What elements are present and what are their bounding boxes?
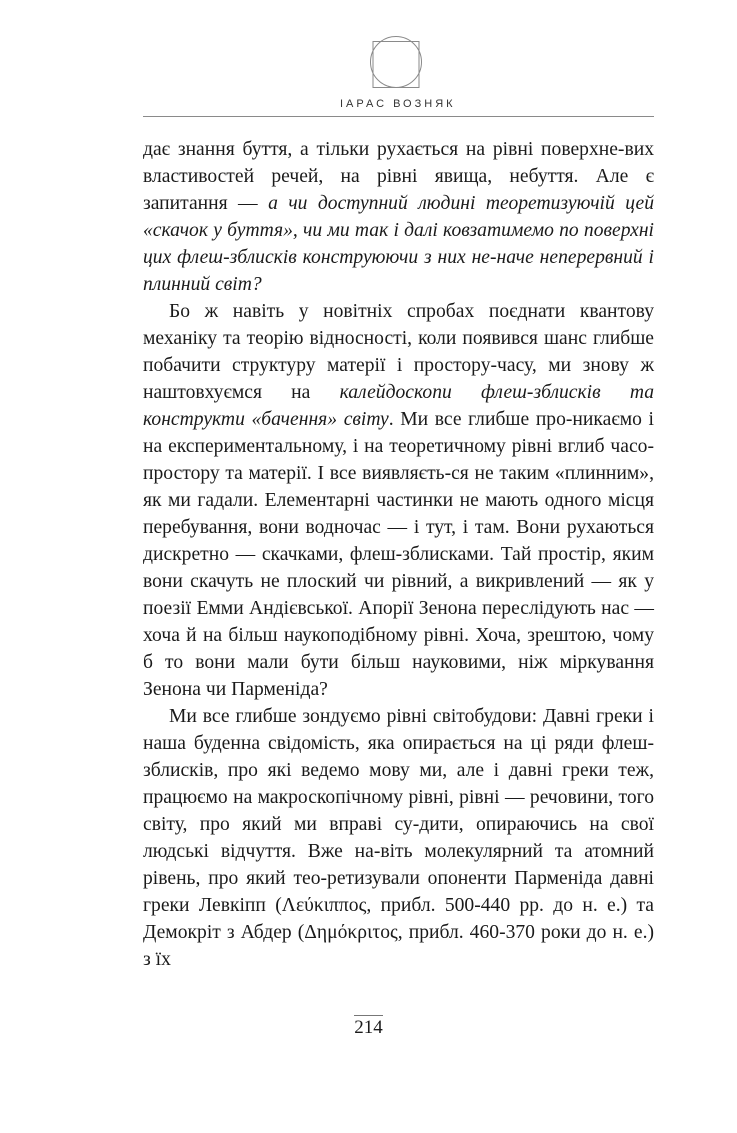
body-text (143, 136, 654, 973)
paragraph-italic-text: калейдоскопи флеш-зблисків та конструкти «бачення» світу (143, 382, 655, 430)
paragraph-italic-text: а чи доступний людині теоретизуючій цей «скачок у буття», чи ми так і далі ковзатимемо по поверхні цих флеш-зблисків конструюючи з них не-наче неперервний і плинний світ? (143, 193, 654, 295)
page-number: 214 (354, 1017, 383, 1038)
paragraph-text: Бо ж навіть у новітніх спробах поєднати квантову механіку та теорію відносності, коли появився шанс глибше побачити структуру матерії і простору-часу, ми знову ж наштовхуємся на (143, 301, 654, 403)
paragraph-text: . Ми все глибше про-никаємо і на експериментальному, і на теоретичному рівні вглиб часо-простору та матерії. І все виявляєть-ся не таким «плинним», як ми гадали. Елементарні частинки не мають одного місця перебування, вони водночас — і тут, і там. Вони рухаються дискретно — скачками, флеш-зблисками. Тай простір, яким вони скачуть не плоский чи рівний, а викривлений — як у поезії Емми Андієвської. Апорії Зенона переслідують нас — хоча й на більш наукоподібному рівні. Хоча, зрештою, чому б то вони мали бути більш науковими, ніж міркування Зенона чи Парменіда? (143, 409, 654, 700)
paragraph (143, 136, 654, 298)
paragraph-text: дає знання буття, а тільки рухається на рівні поверхне-вих властивостей речей, на рівні явища, небуття. Але є запитання — (143, 139, 654, 214)
paragraph (143, 703, 654, 973)
circle-square-logo-icon (369, 35, 423, 89)
header-rule (143, 116, 654, 117)
paragraph (143, 298, 654, 703)
page-number-container (0, 1017, 737, 1039)
paragraph-text: Ми все глибше зондуємо рівні світобудови: Давні греки і наша буденна свідомість, яка опирається на ці ряди флеш-зблисків, про які ведемо мову ми, але і давні греки теж, працюємо на макроскопічному рівні, рівні — речовини, того світу, про який ми вправі су-дити, опираючись на свої людські відчуття. Вже на-віть молекулярний та атомний рівень, про який тео-ретизували опоненти Парменіда давні греки Левкіпп (Λεύκιππος, прибл. 500-440 рр. до н. е.) та Демокріт з Абдер (Δημόκριτος, прибл. 460-370 роки до н. е.) з їх (143, 706, 654, 970)
running-header-author: ІАРАС ВОЗНЯК (340, 98, 456, 110)
